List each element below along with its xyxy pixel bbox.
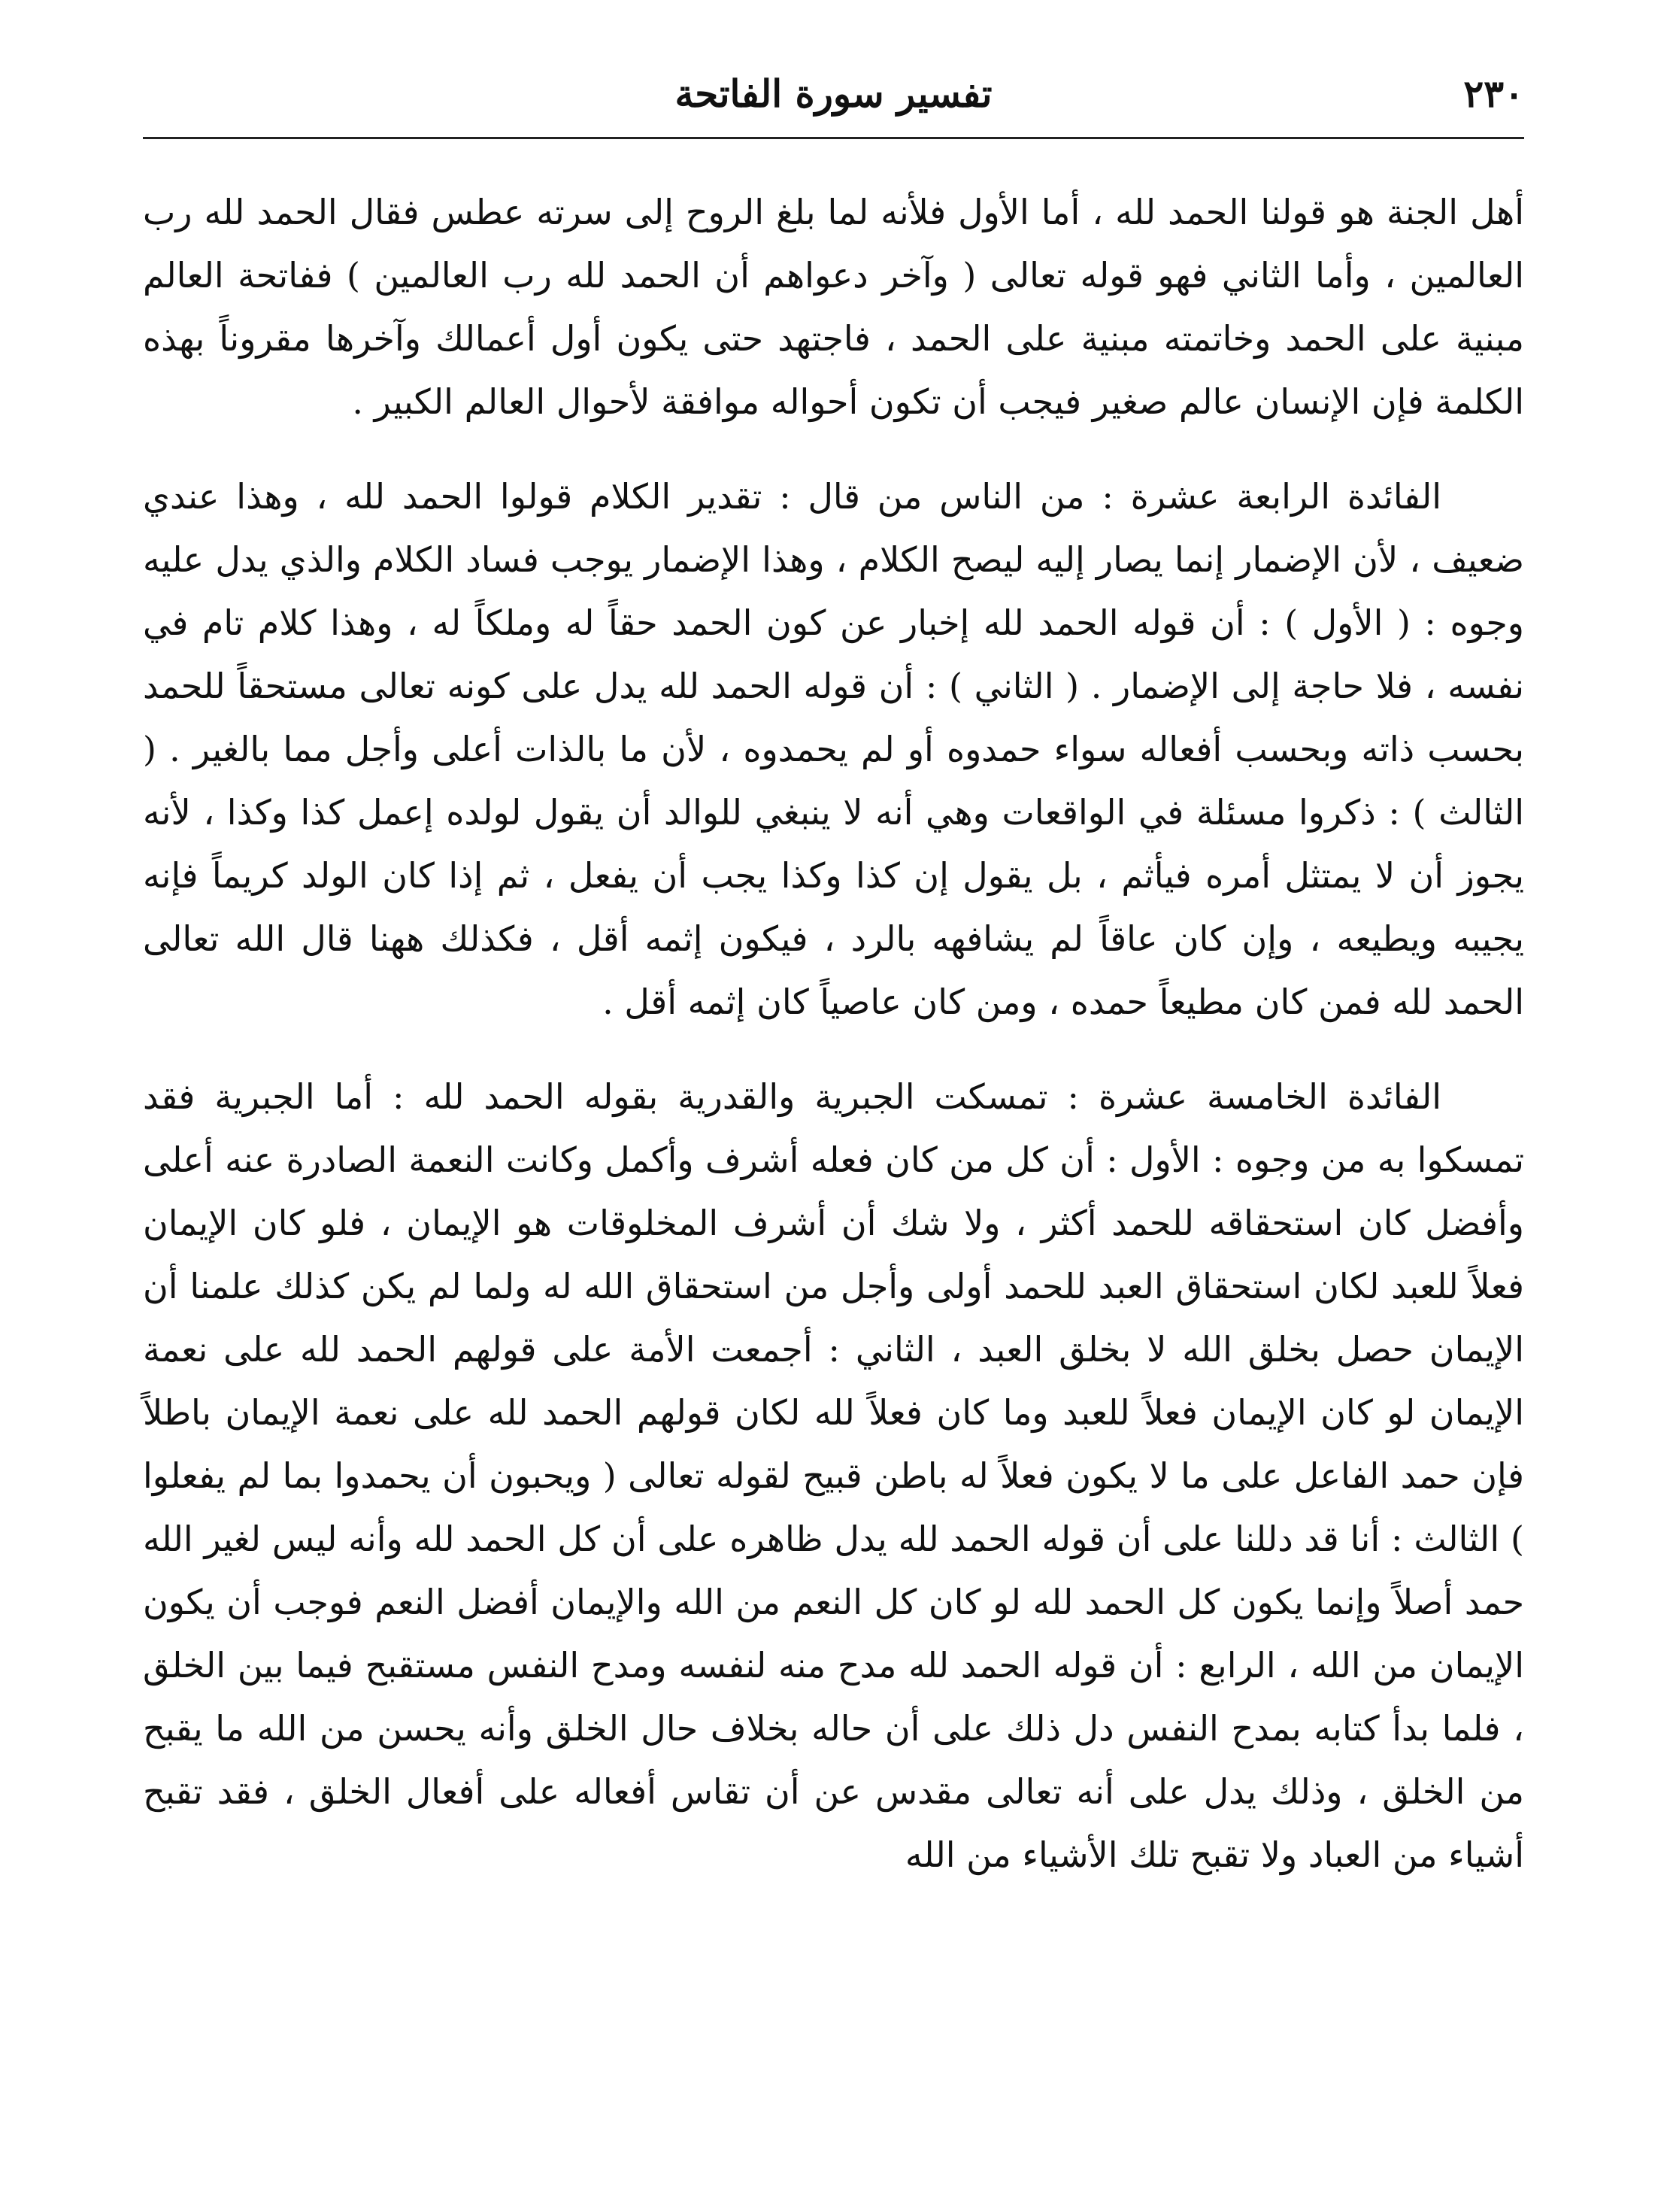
body-text xyxy=(143,181,1524,1886)
header-rule xyxy=(143,137,1524,139)
running-title: تفسير سورة الفاتحة xyxy=(674,71,993,116)
paragraph: الفائدة الرابعة عشرة : من الناس من قال : تقدير الكلام قولوا الحمد لله ، وهذا عندي ضعيف ، لأن الإضمار إنما يصار إليه ليصح الكلام ، وهذا الإضمار يوجب فساد الكلام والذي يدل عليه وجوه : ( الأول ) : أن قوله الحمد لله إخبار عن كون الحمد حقاً له وملكاً له ، وهذا كلام تام في نفسه ، فلا حاجة إلى الإضمار . ( الثاني ) : أن قوله الحمد لله يدل على كونه تعالى مستحقاً للحمد بحسب ذاته وبحسب أفعاله سواء حمدوه أو لم يحمدوه ، لأن ما بالذات أعلى وأجل مما بالغير . ( الثالث ) : ذكروا مسئلة في الواقعات وهي أنه لا ينبغي للوالد أن يقول لولده إعمل كذا وكذا ، لأنه يجوز أن لا يمتثل أمره فيأثم ، بل يقول إن كذا وكذا يجب أن يفعل ، ثم إذا كان الولد كريماً فإنه يجيبه ويطيعه ، وإن كان عاقاً لم يشافهه بالرد ، فيكون إثمه أقل ، فكذلك ههنا قال الله تعالى الحمد لله فمن كان مطيعاً حمده ، ومن كان عاصياً كان إثمه أقل . xyxy=(143,476,1525,1022)
paragraph: أهل الجنة هو قولنا الحمد لله ، أما الأول فلأنه لما بلغ الروح إلى سرته عطس فقال الحمد لله رب العالمين ، وأما الثاني فهو قوله تعالى ( وآخر دعواهم أن الحمد لله رب العالمين ) ففاتحة العالم مبنية على الحمد وخاتمته مبنية على الحمد ، فاجتهد حتى يكون أول أعمالك وآخرها مقروناً بهذه الكلمة فإن الإنسان عالم صغير فيجب أن تكون أحواله موافقة لأحوال العالم الكبير . xyxy=(143,192,1524,422)
page-header xyxy=(143,71,1524,132)
page-number: ٢٣٠ xyxy=(1463,71,1524,116)
paragraph: الفائدة الخامسة عشرة : تمسكت الجبرية والقدرية بقوله الحمد لله : أما الجبرية فقد تمسكوا به من وجوه : الأول : أن كل من كان فعله أشرف وأكمل وكانت النعمة الصادرة عنه أعلى وأفضل كان استحقاقه للحمد أكثر ، ولا شك أن أشرف المخلوقات هو الإيمان ، فلو كان الإيمان فعلاً للعبد لكان استحقاق العبد للحمد أولى وأجل من استحقاق الله له ولما لم يكن كذلك علمنا أن الإيمان حصل بخلق الله لا بخلق العبد ، الثاني : أجمعت الأمة على قولهم الحمد لله على نعمة الإيمان لو كان الإيمان فعلاً للعبد وما كان فعلاً لله لكان قولهم الحمد لله على نعمة الإيمان باطلاً فإن حمد الفاعل على ما لا يكون فعلاً له باطن قبيح لقوله تعالى ( ويحبون أن يحمدوا بما لم يفعلوا ) الثالث : أنا قد دللنا على أن قوله الحمد لله يدل ظاهره على أن كل الحمد لله وأنه ليس لغير الله حمد أصلاً وإنما يكون كل الحمد لله لو كان كل النعم من الله والإيمان أفضل النعم فوجب أن يكون الإيمان من الله ، الرابع : أن قوله الحمد لله مدح منه لنفسه ومدح النفس مستقبح فيما بين الخلق ، فلما بدأ كتابه بمدح النفس دل ذلك على أن حاله بخلاف حال الخلق وأنه يحسن من الله ما يقبح من الخلق ، وذلك يدل على أنه تعالى مقدس عن أن تقاس أفعاله على أفعال الخلق ، فقد تقبح أشياء من العباد ولا تقبح تلك الأشياء من الله xyxy=(143,1076,1524,1875)
